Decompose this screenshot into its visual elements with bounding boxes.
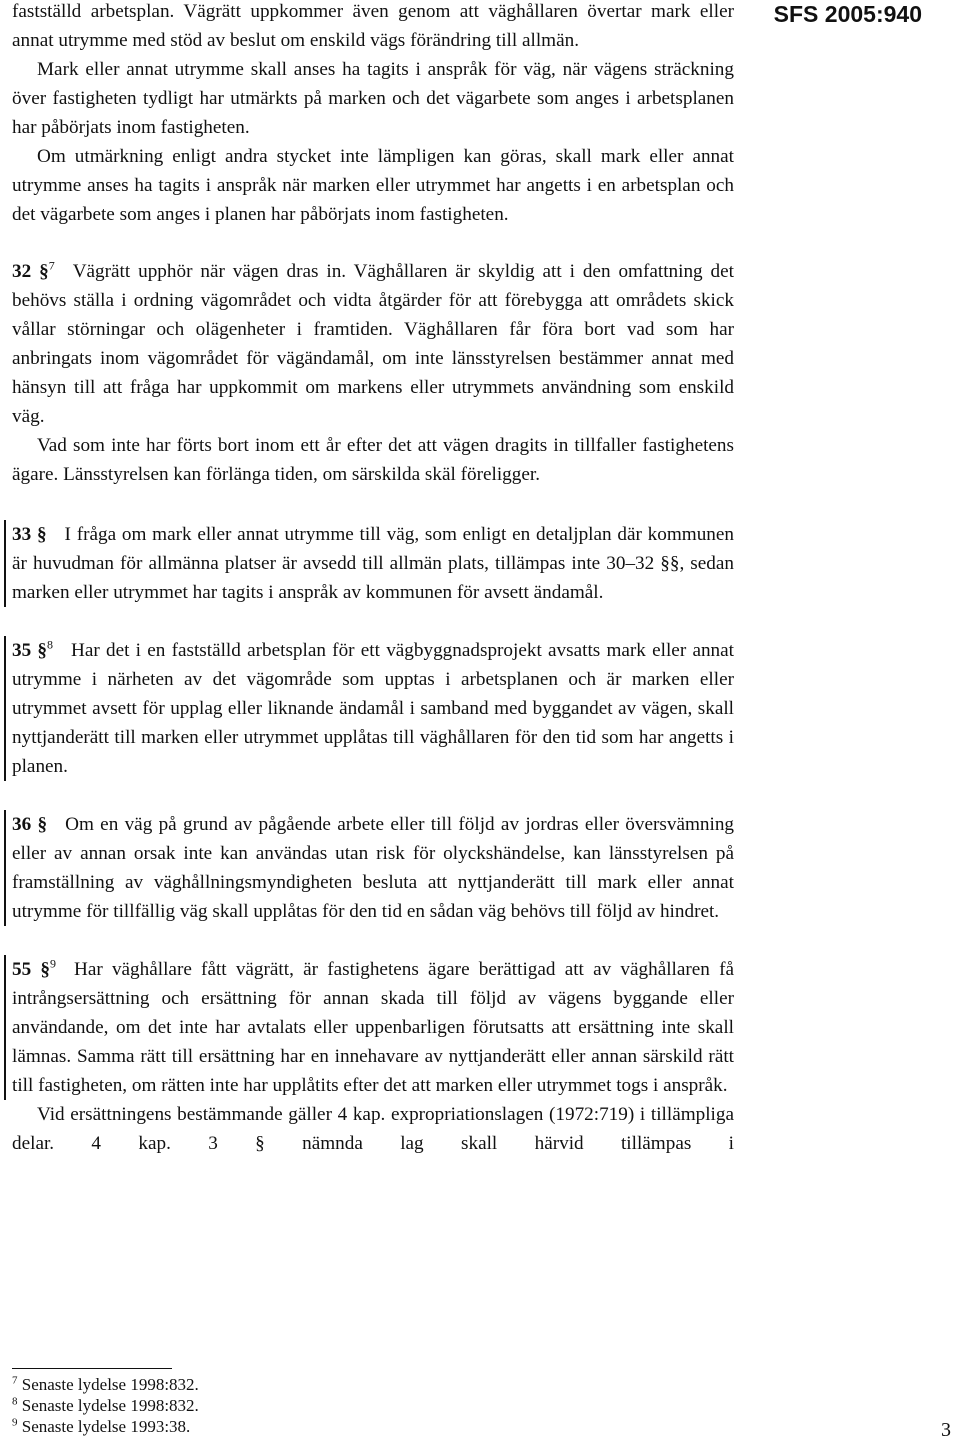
section-text: I fråga om mark eller annat utrymme till väg, som enligt en detaljplan där kommunen är huvudman för allmänna platser är avsedd till allmän plats, tillämpas inte 30–32 §§, sedan marken eller utrymmet har tagits i anspråk av kommunen för avsett ändamål. [12, 524, 734, 603]
section-paragraph: Vid ersättningens bestämmande gäller 4 kap. expropriationslagen (1972:719) i tillämpliga delar. 4 kap. 3 § nämnda lag skall härvid tillämpas i [12, 1104, 734, 1154]
section-paragraph [12, 257, 734, 431]
document-id: SFS 2005:940 [773, 1, 922, 27]
section-text: Om en väg på grund av pågående arbete eller till följd av jordras eller översvämning eller av annan orsak inte kan användas utan risk för olyckshändelse, kan länsstyrelsen på framställning av väghållningsmyndigheten besluta att nyttjanderätt till mark eller annat utrymme för tillfällig väg skall upplåtas för den tid en sådan väg behövs till följd av hindret. [12, 814, 735, 922]
section-text: Vägrätt upphör när vägen dras in. Väghållaren är skyldig att i den omfattning det behövs ställa i ordning vägområdet och vidta åtgärder för att förebygga att områdets skick vållar störningar och olägenheter i framtiden. Väghållaren får föra bort vad som har anbringats inom vägområdet för vägändamål, om inte länsstyrelsen bestämmer annat med hänsyn till att fråga har uppkommit om markens eller utrymmets användning som enskild väg. [12, 261, 734, 427]
footnote-text: Senaste lydelse 1998:832. [21, 1375, 199, 1394]
section-number: 35 § [12, 640, 48, 661]
footnote-text: Senaste lydelse 1998:832. [21, 1396, 199, 1415]
section-paragraph [12, 955, 734, 1100]
footnote-number: 8 [12, 1395, 18, 1408]
section-number: 33 § [12, 524, 47, 545]
footnote-text: Senaste lydelse 1993:38. [21, 1417, 191, 1436]
footnote-ref: 8 [47, 637, 54, 652]
footnote-separator [12, 1368, 172, 1369]
page-number: 3 [941, 1419, 951, 1441]
footnote-number: 7 [12, 1374, 18, 1387]
change-bar [4, 955, 6, 1100]
section-paragraph [12, 520, 734, 607]
section-35 [12, 636, 734, 781]
footnote [12, 1395, 199, 1416]
section-text: Har väghållare fått vägrätt, är fastighetens ägare berättigad att av väghållaren få intrångsersättning och ersättning för annan skada till följd av vägens byggande eller användande, om det inte har avtalats eller uppenbarligen förutsatts att ersättning inte skall lämnas. Samma rätt till ersättning har en innehavare av nyttjanderätt eller annan särskild rätt till fastigheten, om rätten inte har upplåtits efter det att marken eller utrymmet togs i anspråk. [12, 959, 734, 1096]
section-number: 32 § [12, 261, 49, 282]
footnote [12, 1416, 199, 1437]
section-number: 36 § [12, 814, 48, 835]
footnote [12, 1374, 199, 1395]
footnote-ref: 7 [48, 258, 55, 273]
section-text: Har det i en fastställd arbetsplan för ett vägbyggnadsprojekt avsatts mark eller annat utrymme i närheten av det vägområde som upptas i arbetsplanen och är marken eller utrymmet avsett för upplag eller liknande ändamål i samband med byggandet av vägen, skall nyttjanderätt till marken eller utrymmet upplåtas till väghållaren för den tid som har angetts i planen. [12, 640, 734, 777]
section-32 [12, 257, 734, 489]
footnote-number: 9 [12, 1416, 18, 1429]
main-text-column [12, 0, 734, 1158]
section-36 [12, 810, 734, 926]
section-55 [12, 955, 734, 1158]
footnote-ref: 9 [49, 956, 56, 971]
section-paragraph: Vad som inte har förts bort inom ett år efter det att vägen dragits in tillfaller fastighetens ägare. Länsstyrelsen kan förlänga tiden, om särskilda skäl föreligger. [12, 435, 734, 485]
intro-paragraph-1: fastställd arbetsplan. Vägrätt uppkommer även genom att väghållaren övertar mark eller annat utrymme med stöd av beslut om enskild vägs förändring till allmän. [12, 1, 734, 51]
intro-paragraph-2: Mark eller annat utrymme skall anses ha tagits i anspråk för väg, när vägens sträckning över fastigheten tydligt har utmärkts på marken och det vägarbete som anges i arbetsplanen har påbörjats inom fastigheten. [12, 59, 734, 138]
section-33 [12, 520, 734, 607]
intro-paragraph-3: Om utmärkning enligt andra stycket inte lämpligen kan göras, skall mark eller annat utrymme anses ha tagits i anspråk när marken eller utrymmet har angetts i en arbetsplan och det vägarbete som anges i planen har påbörjats inom fastigheten. [12, 146, 734, 225]
change-bar [4, 810, 6, 926]
footnotes [12, 1374, 199, 1437]
change-bar [4, 636, 6, 781]
section-number: 55 § [12, 959, 50, 980]
section-paragraph [12, 636, 734, 781]
section-paragraph [12, 810, 734, 926]
change-bar [4, 520, 6, 607]
